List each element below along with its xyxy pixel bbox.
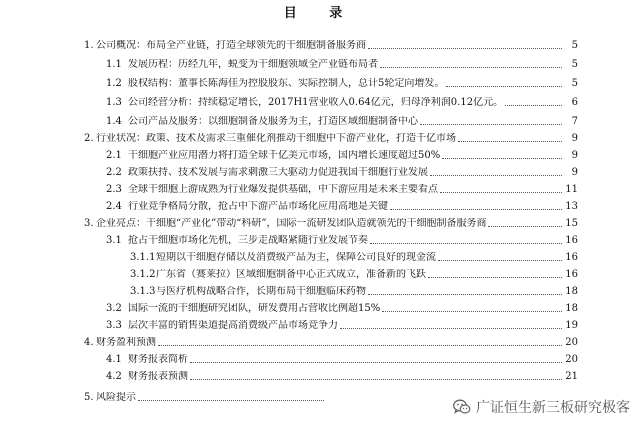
toc-leader-dots [458, 141, 562, 142]
toc-entry-text: 行业状况：政策、技术及需求三重催化剂推动干细胞中下游产业化，打造千亿市场 [96, 133, 456, 144]
toc-entry-page: 5 [571, 78, 578, 89]
toc-entry-text: 财务报表简析 [128, 354, 188, 365]
toc-entry-text: 层次丰富的销售渠道提高消费级产品市场竞争力 [128, 320, 338, 331]
toc-entry-number: 3.1.3 [130, 286, 156, 297]
toc-entry-number: 1.3 [106, 97, 122, 108]
toc-entry[interactable] [106, 112, 578, 128]
toc-entry-text: 财务盈利预测 [96, 337, 156, 348]
toc-entry-number: 5. [84, 392, 94, 403]
toc-entry-number: 2.4 [106, 201, 122, 212]
toc-entry-page: 13 [565, 201, 578, 212]
toc-entry-page: 9 [571, 167, 578, 178]
toc-entry[interactable] [130, 282, 578, 298]
toc-entry-number: 3.3 [106, 320, 122, 331]
toc-entry[interactable] [84, 36, 578, 52]
toc-leader-dots [440, 192, 562, 193]
toc-leader-dots [158, 345, 562, 346]
toc-entry[interactable] [84, 333, 578, 349]
toc-entry-text: 企业亮点：干细胞“产业化”带动“科研”，国际一流研发团队造就领先的干细胞制备服务商 [96, 218, 487, 229]
toc-leader-dots [382, 311, 562, 312]
toc-leader-dots [438, 260, 562, 261]
toc-entry-page: 20 [565, 354, 578, 365]
toc-entry-text: 财务报表预测 [128, 371, 188, 382]
toc-entry-text: 公司产品及服务：以细胞制备及服务为主，打造区域细胞制备中心 [128, 116, 418, 127]
toc-entry[interactable] [106, 316, 578, 332]
toc-leader-dots [390, 209, 562, 210]
toc-leader-dots [138, 400, 324, 401]
toc-entry[interactable] [106, 180, 578, 196]
toc-entry-number: 3.2 [106, 303, 122, 314]
toc-entry-text: 短期以干细胞存储以及消费级产品为主，保障公司良好的现金流 [156, 252, 436, 263]
toc-entry[interactable] [106, 231, 578, 247]
toc-entry-number: 1. [84, 40, 94, 51]
toc-entry[interactable] [106, 93, 578, 109]
toc-entry-text: 风险提示 [96, 392, 136, 403]
toc-entry[interactable] [84, 129, 578, 145]
toc-leader-dots [446, 86, 562, 87]
toc-entry-text: 抢占干细胞市场化先机，三步走战略紧随行业发展节奏 [128, 235, 368, 246]
toc-leader-dots [488, 226, 562, 227]
toc-leader-dots [380, 67, 562, 68]
toc-entry-text: 干细胞产业应用潜力将打造全球千亿美元市场，国内增长速度超过50% [128, 150, 441, 161]
toc-entry-number: 2.2 [106, 167, 122, 178]
toc-entry[interactable] [130, 265, 578, 281]
toc-entry-page: 16 [565, 252, 578, 263]
toc-entry-page: 5 [571, 59, 578, 70]
toc-leader-dots [428, 277, 562, 278]
toc-entry-text: 发展历程：历经九年，蜕变为干细胞领域全产业链布局者 [128, 59, 378, 70]
toc-entry-number: 2.3 [106, 184, 122, 195]
toc-entry-text: 国际一流的干细胞研究团队，研发费用占营收比例超15% [128, 303, 381, 314]
toc-entry-page: 16 [565, 269, 578, 280]
toc-entry-page: 18 [565, 286, 578, 297]
toc-entry-number: 1.2 [106, 78, 122, 89]
toc-entry-number: 2.1 [106, 150, 122, 161]
toc-entry-page: 20 [565, 337, 578, 348]
toc-entry-page: 9 [571, 133, 578, 144]
toc-entry[interactable] [106, 299, 578, 315]
toc-entry[interactable] [106, 163, 578, 179]
toc-entry-text: 政策扶持、技术发展与需求刺激三大驱动力促进我国干细胞行业发展 [128, 167, 428, 178]
toc-entry-number: 4. [84, 337, 94, 348]
toc-entry-page: 15 [565, 218, 578, 229]
toc-entry-number: 3. [84, 218, 94, 229]
toc-entry-number: 2. [84, 133, 94, 144]
toc-entry[interactable] [106, 74, 578, 90]
toc-entry-text: 广东省（赛莱拉）区域细胞制备中心正式成立，准备新的飞跃 [156, 269, 426, 280]
toc-entry-page: 7 [571, 116, 578, 127]
toc-leader-dots [442, 158, 562, 159]
toc-leader-dots [368, 48, 562, 49]
toc-entry[interactable] [84, 388, 340, 404]
toc-entry[interactable] [106, 55, 578, 71]
toc-entry-number: 3.1.1 [130, 252, 156, 263]
toc-entry-page: 5 [571, 40, 578, 51]
toc-entry[interactable] [84, 214, 578, 230]
toc-entry-page: 6 [571, 97, 578, 108]
watermark [453, 397, 630, 417]
page-title: 目 录 [283, 6, 357, 21]
wechat-icon [453, 399, 471, 415]
toc-entry-text: 行业竞争格局分散，抢占中下游产品市场化应用高地是关键 [128, 201, 388, 212]
toc-leader-dots [505, 105, 562, 106]
toc-leader-dots [368, 294, 562, 295]
toc-entry-text: 股权结构：董事长陈海佳为控股股东、实际控制人，总计5轮定向增发。 [128, 78, 445, 89]
toc-entry-text: 公司概况：布局全产业链，打造全球领先的干细胞制备服务商 [96, 40, 366, 51]
toc-entry-page: 11 [565, 184, 578, 195]
toc-entry-page: 21 [565, 371, 578, 382]
toc-leader-dots [190, 362, 562, 363]
toc-leader-dots [370, 243, 562, 244]
toc-leader-dots [430, 175, 562, 176]
toc-entry-page: 18 [565, 303, 578, 314]
watermark-text: 广证恒生新三板研究极客 [476, 400, 630, 416]
toc-entry-number: 3.1 [106, 235, 122, 246]
toc-entry-number: 4.2 [106, 371, 122, 382]
toc-leader-dots [340, 328, 562, 329]
toc-entry[interactable] [106, 197, 578, 213]
toc-entry-page: 16 [565, 235, 578, 246]
toc-entry-text: 与医疗机构战略合作，长期布局干细胞临床药物 [156, 286, 366, 297]
toc-leader-dots [190, 379, 562, 380]
toc-entry-text: 全球干细胞上游成熟为行业爆发提供基础，中下游应用是未来主要看点 [128, 184, 438, 195]
toc-entry-page: 9 [571, 150, 578, 161]
toc-entry[interactable] [106, 350, 578, 366]
toc-entry[interactable] [106, 367, 578, 383]
toc-entry-text: 公司经营分析：持续稳定增长，2017H1营业收入0.64亿元，归母净利润0.12亿元。 [128, 97, 504, 108]
toc-entry-number: 1.4 [106, 116, 122, 127]
toc-entry-number: 1.1 [106, 59, 122, 70]
toc-entry-page: 19 [565, 320, 578, 331]
toc-entry-number: 3.1.2 [130, 269, 156, 280]
toc-entry[interactable] [130, 248, 578, 264]
toc-entry[interactable] [106, 146, 578, 162]
toc-leader-dots [420, 124, 562, 125]
toc-entry-number: 4.1 [106, 354, 122, 365]
